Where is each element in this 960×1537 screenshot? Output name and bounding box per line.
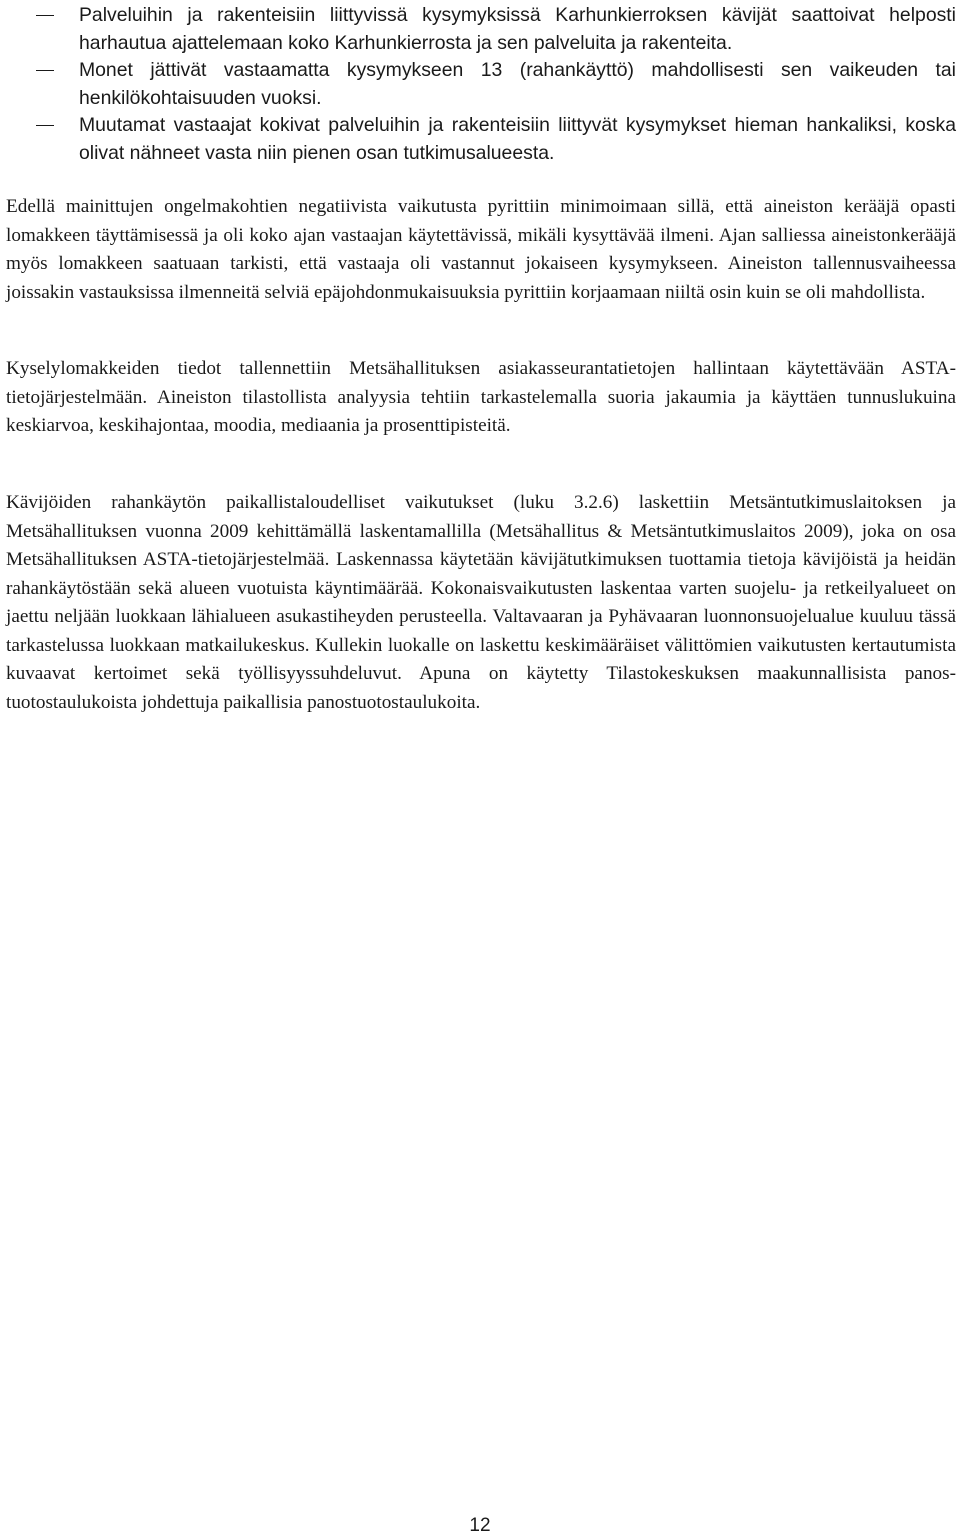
bullet-item [6,57,956,112]
page-number: 12 [469,1515,491,1536]
body-paragraph: Kävijöiden rahankäytön paikallistaloudelliset vaikutukset (luku 3.2.6) laskettiin Metsäntutkimuslaitoksen ja Metsähallituksen vuonna 2009 kehittämällä laskentamallilla (Metsähallitus & Metsäntutkimuslaitos 2009), joka on osa Metsähallituksen ASTA-tietojärjestelmää. Laskennassa käytetään kävijätutkimuksen tuottamia tietoja kävijöistä ja heidän rahankäytöstään sekä alueen vuotuista käyntimäärää. Kokonaisvaikutusten laskentaa varten suojelu- ja retkeilyalueet on jaettu neljään luokkaan lähialueen asukastiheyden perusteella. Valtavaaran ja Pyhävaaran luonnonsuojelualue kuuluu tässä tarkastelussa luokkaan matkailukeskus. Kullekin luokalle on laskettu keskimääräiset välittömien vaikutusten kertautumista kuvaavat kertoimet sekä työllisyyssuhdeluvut. Apuna on käytetty Tilastokeskuksen maakunnallisista panos-tuotostaulukoista johdettuja paikallisia panostuotostaulukoita. [6,492,956,713]
body-paragraph: Edellä mainittujen ongelmakohtien negatiivista vaikutusta pyrittiin minimoimaan sillä, että aineiston kerääjä opasti lomakkeen täyttämisessä ja oli koko ajan vastaajan käytettävissä, mikäli kysyttävää ilmeni. Ajan salliessa aineistonkerääjä myös lomakkeen saatuaan tarkisti, että vastaaja oli vastannut jokaiseen kysymykseen. Aineiston tallennusvaiheessa joissakin vastauksissa ilmenneitä selviä epäjohdonmukaisuuksia pyrittiin korjaamaan niiltä osin kuin se oli mahdollista. [6,196,956,303]
bullet-text: Monet jättivät vastaamatta kysymykseen 13 (rahankäyttö) mahdollisesti sen vaikeuden tai henkilökohtaisuuden vuoksi. [79,59,956,109]
dash-bullet-icon [36,125,54,126]
bullet-item [6,2,956,57]
dash-bullet-icon [36,70,54,71]
bullet-list [6,2,956,167]
bullet-item [6,112,956,167]
dash-bullet-icon [36,15,54,16]
bullet-text: Palveluihin ja rakenteisiin liittyvissä kysymyksissä Karhunkierroksen kävijät saattoivat helposti harhautua ajattelemaan koko Karhunkierrosta ja sen palveluita ja rakenteita. [79,4,956,54]
bullet-text: Muutamat vastaajat kokivat palveluihin ja rakenteisiin liittyvät kysymykset hieman hankaliksi, koska olivat nähneet vasta niin pienen osan tutkimusalueesta. [79,114,956,164]
body-paragraph: Kyselylomakkeiden tiedot tallennettiin Metsähallituksen asiakasseurantatietojen hallintaan käytettävään ASTA-tietojärjestelmään. Aineiston tilastollista analyysia tehtiin tarkastelemalla suoria jakaumia ja käyttäen tunnuslukuina keskiarvoa, keskihajontaa, moodia, mediaania ja prosenttipisteitä. [6,358,956,436]
